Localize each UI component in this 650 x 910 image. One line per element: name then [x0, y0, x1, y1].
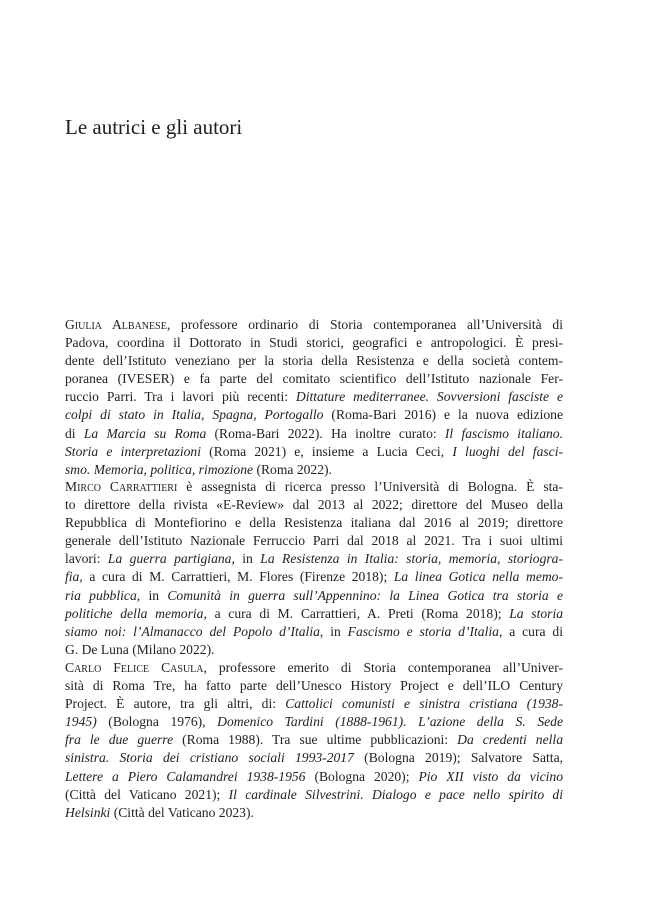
text-run: (Bologna 2020);	[305, 768, 419, 784]
text-run: poranea (IVESER) e fa parte del comitato scientifico dell’Istituto nazionale Fer-	[65, 371, 563, 387]
text-line	[65, 550, 563, 568]
work-title: La linea Gotica nella memo-	[393, 569, 563, 585]
author-name: Giulia Albanese	[65, 317, 167, 332]
text-run: (Città del Vaticano 2021);	[65, 786, 229, 802]
text-run: Padova, coordina il Dottorato in Studi storici, geografici e antropologici. È presi-	[65, 335, 563, 351]
text-line	[65, 623, 563, 641]
work-title: Domenico Tardini (1888-1961). L’azione della S. Sede	[217, 714, 563, 730]
text-run: (Roma-Bari 2022). Ha inoltre curato:	[206, 425, 445, 441]
work-title: Lettere a Piero Calamandrei 1938-1956	[65, 768, 306, 784]
work-title: siamo noi: l’Almanacco del Popolo d’Italia	[65, 623, 320, 639]
text-line	[65, 605, 563, 623]
work-title: sinistra. Storia dei cristiano sociali 1993-2017	[65, 750, 354, 766]
text-run: G. De Luna (Milano 2022).	[65, 641, 215, 657]
text-line	[65, 316, 563, 334]
text-run: Project. È autore, tra gli altri, di:	[65, 696, 286, 712]
work-title: fia	[65, 569, 80, 585]
text-run: è assegnista di ricerca presso l’Università di Bologna. È sta-	[177, 479, 563, 494]
text-line	[65, 370, 563, 388]
work-title: politiche della memoria	[65, 605, 204, 621]
text-line	[65, 478, 563, 496]
text-run: (Roma-Bari 2016) e la nuova edizione	[323, 407, 563, 423]
work-title: colpi di stato in Italia, Spagna, Portogallo	[65, 407, 324, 423]
work-title: La storia	[509, 605, 564, 621]
text-run: , in	[231, 551, 261, 567]
text-line	[65, 659, 563, 677]
text-run: generale dell’Istituto Nazionale Ferruccio Parri dal 2018 al 2021. Tra i suoi ultimi	[65, 533, 563, 549]
text-run: Repubblica di Montefiorino e della Resistenza italiana dal 2016 al 2019; direttore	[65, 515, 563, 531]
work-title: Helsinki	[65, 804, 111, 820]
text-line	[65, 731, 563, 749]
author-entry	[65, 659, 563, 822]
text-line	[65, 461, 563, 479]
text-run: , in	[136, 587, 168, 603]
text-line	[65, 352, 563, 370]
text-run: to direttore della rivista «E-Review» dal 2013 al 2022; direttore del Museo della	[65, 497, 563, 513]
text-line	[65, 406, 563, 424]
page-title: Le autrici e gli autori	[65, 115, 243, 139]
text-line	[65, 713, 563, 731]
work-title: Il cardinale Silvestrini. Dialogo e pace nello spirito di	[228, 786, 563, 802]
text-run: (Bologna 2019); Salvatore Satta,	[353, 750, 564, 766]
text-run: di	[65, 425, 84, 441]
text-line	[65, 514, 563, 532]
text-run: lavori:	[65, 551, 108, 567]
text-line	[65, 443, 563, 461]
text-line	[65, 695, 563, 713]
text-run: ruccio Parri. Tra i lavori più recenti:	[65, 389, 296, 405]
work-title: Cattolici comunisti e sinistra cristiana (1938-	[285, 696, 564, 712]
work-title: ria pubblica	[65, 587, 137, 603]
text-run: (Roma 1988). Tra sue ultime pubblicazioni:	[173, 732, 458, 748]
text-run: (Roma 2022).	[253, 461, 332, 477]
text-line	[65, 532, 563, 550]
work-title: Fascismo e storia d’Italia	[347, 623, 499, 639]
author-name: Carlo Felice Casula	[65, 660, 204, 675]
work-title: Comunità in guerra sull’Appennino: la Linea Gotica tra storia e	[167, 587, 563, 603]
text-line	[65, 768, 563, 786]
text-line	[65, 425, 563, 443]
text-run: , a cura di	[498, 623, 563, 639]
author-entry	[65, 478, 563, 659]
text-line	[65, 334, 563, 352]
text-line	[65, 641, 563, 659]
text-line	[65, 388, 563, 406]
text-run: (Bologna 1976),	[96, 714, 218, 730]
text-line	[65, 804, 563, 822]
text-run: sità di Roma Tre, ha fatto parte dell’Unesco History Project e dell’ILO Century	[65, 678, 563, 694]
text-run: (Città del Vaticano 2023).	[110, 804, 254, 820]
text-line	[65, 786, 563, 804]
work-title: Il fascismo italiano.	[444, 425, 563, 441]
work-title: La Marcia su Roma	[83, 425, 207, 441]
work-title: smo. Memoria, politica, rimozione	[65, 461, 254, 477]
text-run: , professore ordinario di Storia contemporanea all’Università di	[166, 317, 563, 332]
text-run: , professore emerito di Storia contemporanea all’Univer-	[203, 660, 563, 675]
text-run: , a cura di M. Carrattieri, A. Preti (Roma 2018);	[203, 605, 510, 621]
work-title: fra le due guerre	[65, 732, 174, 748]
text-run: (Roma 2021) e, insieme a Lucia Ceci,	[200, 443, 453, 459]
work-title: Pio XII visto da vicino	[418, 768, 564, 784]
work-title: I luoghi del fasci-	[452, 443, 563, 459]
text-run: dente dell’Istituto veneziano per la storia della Resistenza e della società contem-	[65, 353, 563, 369]
work-title: Storia e interpretazioni	[65, 443, 201, 459]
text-run: , in	[319, 623, 348, 639]
work-title: Da credenti nella	[457, 732, 563, 748]
author-name: Mirco Carrattieri	[65, 479, 178, 494]
text-line	[65, 587, 563, 605]
work-title: Dittature mediterranee. Sovversioni fasciste e	[295, 389, 563, 405]
text-line	[65, 749, 563, 767]
text-line	[65, 568, 563, 586]
text-line	[65, 496, 563, 514]
work-title: La guerra partigiana	[107, 551, 232, 567]
work-title: 1945)	[65, 714, 97, 730]
text-line	[65, 677, 563, 695]
author-entry	[65, 316, 563, 479]
work-title: La Resistenza in Italia: storia, memoria, storiogra-	[260, 551, 563, 567]
text-run: , a cura di M. Carrattieri, M. Flores (Firenze 2018);	[79, 569, 394, 585]
